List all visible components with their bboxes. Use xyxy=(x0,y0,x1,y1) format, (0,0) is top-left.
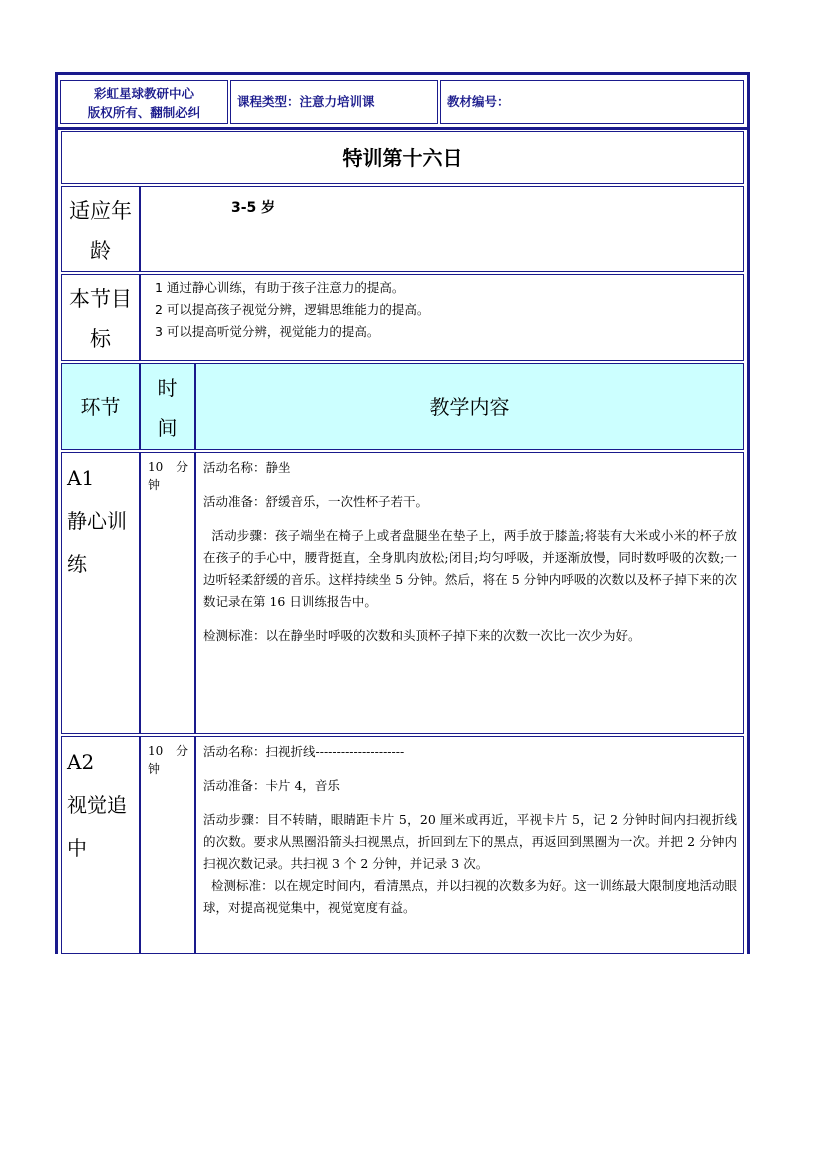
age-label-cell xyxy=(61,186,140,272)
time-header-line2: 间 xyxy=(157,416,178,440)
goals-label-line1: 本节目 xyxy=(69,287,132,311)
material-number-label: 教材编号： xyxy=(447,94,510,109)
header-row xyxy=(58,76,747,128)
time-header-line1: 时 xyxy=(157,376,178,400)
column-header-section: 环节 xyxy=(61,363,140,450)
activity-code: A1 xyxy=(67,466,95,490)
age-label-line1: 适应年 xyxy=(69,199,132,223)
activity-time-a2: 10 分钟 xyxy=(140,736,195,954)
course-type-cell xyxy=(230,80,438,124)
org-name: 彩虹星球教研中心 xyxy=(93,86,194,101)
activity-steps: 活动步骤：孩子端坐在椅子上或者盘腿坐在垫子上，两手放于膝盖;将装有大米或小米的杯子放在孩子的手心中，腰背挺直，全身肌肉放松;闭目;均匀呼吸，并逐渐放慢，同时数呼吸的次数;一边听轻柔舒缓的音乐。这样持续坐 5 分钟。然后，将在 5 分钟内呼吸的次数以及杯子掉下来的次数记录在第 16 日训练报告中。 xyxy=(203,528,737,609)
activity-standard: 检测标准：以在静坐时呼吸的次数和头顶杯子掉下来的次数一次比一次少为好。 xyxy=(203,628,641,643)
column-header-content: 教学内容 xyxy=(195,363,744,450)
activity-steps: 活动步骤：目不转睛，眼睛距卡片 5，20 厘米或再近，平视卡片 5，记 2 分钟时间内扫视折线的次数。要求从黑圈沿箭头扫视黑点，折回到左下的黑点，再返回到黑圈为一次。并把 2 分钟内扫视次数记录。共扫视 3 个 2 分钟，并记录 3 次。 xyxy=(203,812,737,871)
activity-name-line1: 视觉追 xyxy=(67,793,127,817)
activity-name-line2: 练 xyxy=(67,552,87,576)
activity-prep-line: 活动准备：卡片 4，音乐 xyxy=(203,778,340,793)
goal-item: 3 可以提高听觉分辨，视觉能力的提高。 xyxy=(155,324,380,339)
activity-content-a1 xyxy=(195,452,744,734)
activity-content-a2 xyxy=(195,736,744,954)
copyright-notice: 版权所有、翻制必纠 xyxy=(87,105,201,120)
age-label-line2: 龄 xyxy=(90,239,111,263)
activity-code: A2 xyxy=(67,750,95,774)
material-number-cell xyxy=(440,80,744,124)
goal-item: 2 可以提高孩子视觉分辨，逻辑思维能力的提高。 xyxy=(155,302,430,317)
activity-name-line: 活动名称：扫视折线--------------------- xyxy=(203,744,405,759)
course-type-label: 课程类型： xyxy=(237,94,300,109)
goals-label-line2: 标 xyxy=(90,327,111,351)
activity-standard: 检测标准：以在规定时间内，看清黑点，并以扫视的次数多为好。这一训练最大限制度地活动眼球，对提高视觉集中，视觉宽度有益。 xyxy=(203,878,737,915)
goals-list xyxy=(140,274,744,361)
column-header-time xyxy=(140,363,195,450)
activity-name-line: 活动名称：静坐 xyxy=(203,460,291,475)
activity-label-a1 xyxy=(61,452,140,734)
activity-name-line2: 中 xyxy=(67,836,87,860)
header-divider xyxy=(58,127,747,130)
activity-time-a1: 10 分钟 xyxy=(140,452,195,734)
goals-label-cell xyxy=(61,274,140,361)
page-title: 特训第十六日 xyxy=(61,131,744,184)
org-cell xyxy=(60,80,228,124)
activity-prep-line: 活动准备：舒缓音乐，一次性杯子若干。 xyxy=(203,494,429,509)
course-type-value: 注意力培训课 xyxy=(299,94,375,109)
goal-item: 1 通过静心训练，有助于孩子注意力的提高。 xyxy=(155,280,405,295)
activity-name-line1: 静心训 xyxy=(67,509,127,533)
age-value: 3-5 岁 xyxy=(140,186,744,272)
activity-label-a2 xyxy=(61,736,140,954)
